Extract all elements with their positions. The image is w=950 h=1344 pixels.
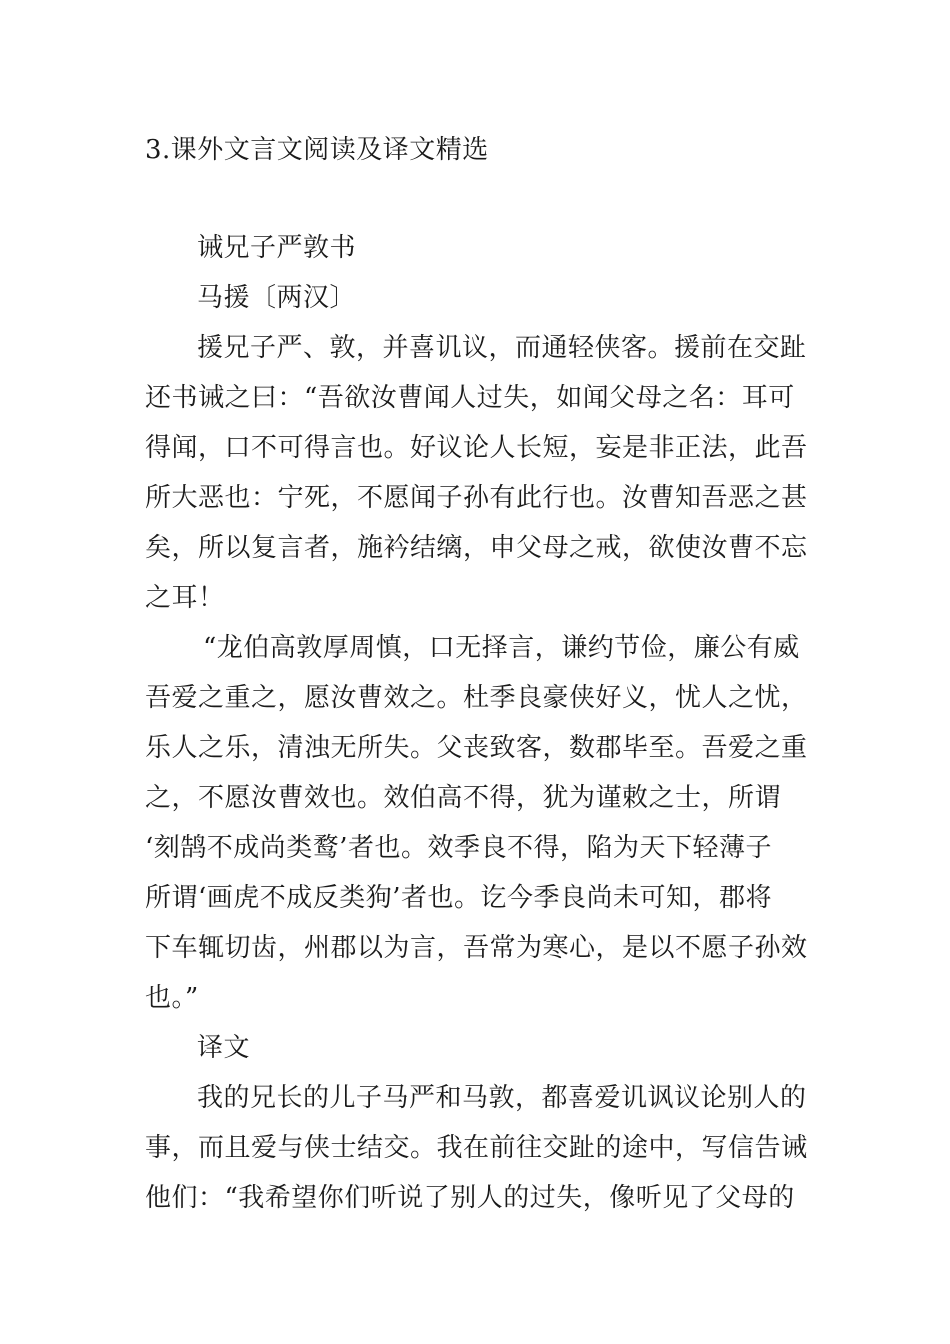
text-line: 还书诫之曰：“吾欲汝曹闻人过失，如闻父母之名：耳可 xyxy=(145,383,795,413)
article-title: 诫兄子严敦书 xyxy=(197,233,357,263)
text-line: “龙伯高敦厚周慎，口无择言，谦约节俭，廉公有威 xyxy=(203,633,800,663)
translation-heading: 译文 xyxy=(197,1033,251,1063)
text-line: 下车辄切齿，州郡以为言，吾常为寒心，是以不愿子孙效 xyxy=(145,933,808,963)
text-line: 也。” xyxy=(145,983,199,1013)
text-line: 之，不愿汝曹效也。效伯高不得，犹为谨敕之士，所谓 xyxy=(145,783,782,813)
text-line: 之耳！ xyxy=(145,583,225,613)
text-line: 得闻，口不可得言也。好议论人长短，妄是非正法，此吾 xyxy=(145,433,808,463)
text-line: 他们：“我希望你们听说了别人的过失，像听见了父母的 xyxy=(145,1183,795,1213)
text-line: 吾爱之重之，愿汝曹效之。杜季良豪侠好义，忧人之忧， xyxy=(145,683,808,713)
text-line: 所谓‘画虎不成反类狗’者也。讫今季良尚未可知，郡将 xyxy=(145,883,773,913)
text-line: ‘刻鹄不成尚类鹜’者也。效季良不得，陷为天下轻薄子 xyxy=(145,833,773,863)
text-line: 援兄子严、敦，并喜讥议，而通轻侠客。援前在交趾 xyxy=(197,333,807,363)
text-line: 所大恶也：宁死，不愿闻子孙有此行也。汝曹知吾恶之甚 xyxy=(145,483,808,513)
text-line: 矣，所以复言者，施衿结缡，申父母之戒，欲使汝曹不忘 xyxy=(145,533,808,563)
text-line: 事，而且爱与侠士结交。我在前往交趾的途中，写信告诫 xyxy=(145,1133,808,1163)
section-heading: 3.课外文言文阅读及译文精选 xyxy=(145,135,489,165)
article-author: 马援〔两汉〕 xyxy=(197,283,357,313)
text-line: 乐人之乐，清浊无所失。父丧致客，数郡毕至。吾爱之重 xyxy=(145,733,808,763)
text-line: 我的兄长的儿子马严和马敦，都喜爱讥讽议论别人的 xyxy=(197,1083,807,1113)
